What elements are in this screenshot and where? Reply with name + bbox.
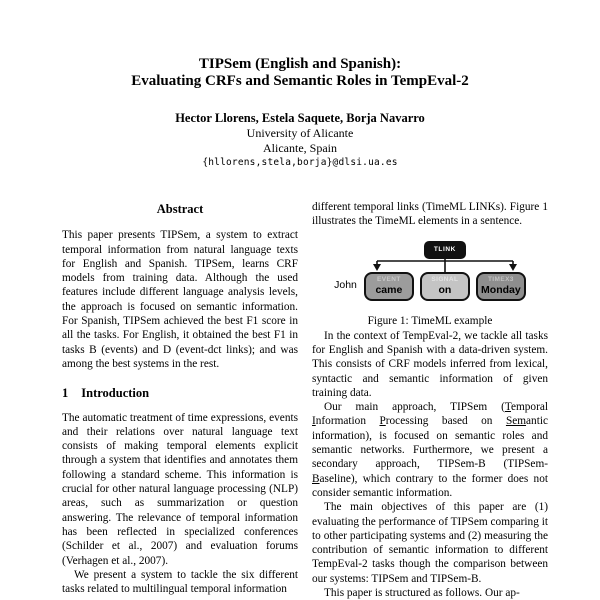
- diagram-node-row: [364, 272, 526, 301]
- timex3-node: [476, 272, 526, 301]
- diagram-nodes-block: [364, 241, 526, 302]
- figure-1-caption: Figure 1: TimeML example: [367, 315, 493, 328]
- page-title: [0, 56, 600, 90]
- diagram-word-john: John: [334, 279, 357, 292]
- email-address: {hllorens,stela,borja}@dlsi.ua.es: [202, 157, 398, 168]
- affiliation: University of Alicante: [246, 126, 354, 140]
- event-node: [364, 272, 414, 301]
- event-node-word: came: [375, 284, 403, 297]
- signal-node-word: on: [438, 284, 452, 297]
- right-column: [312, 200, 548, 600]
- intro-paragraph-2: We present a system to tackle the six different tasks related to multilingual temporal information: [62, 568, 298, 596]
- section-title: Introduction: [81, 386, 150, 401]
- left-column: [62, 200, 298, 600]
- intro-paragraph-1: The automatic treatment of time expressions, events and their relations over natural language text consists of making temporal elements explicit through a system that identifies and annotates them following a standard scheme. This information is crucial for other natural language processing (NLP) areas, such as summarization or question answering. The relevance of temporal information has been reflected in specialized conferences (Schilder et al., 2007) and evaluation forums (Verhagen et al., 2007).: [62, 411, 298, 567]
- context-paragraph: In the context of TempEval-2, we tackle all tasks for English and Spanish with a data-driven system. This consists of CRF models inferred from lexical, syntactic and semantic information of given training data.: [312, 329, 548, 399]
- signal-node: [420, 272, 470, 301]
- timex3-node-word: Monday: [481, 284, 521, 297]
- authors: Hector Llorens, Estela Saquete, Borja Navarro: [175, 111, 425, 125]
- section-number: 1: [62, 386, 69, 401]
- timex3-node-tag: TIMEX3: [487, 276, 514, 284]
- abstract-body: This paper presents TIPSem, a system to extract temporal information from natural language texts for English and Spanish. TIPSem, learns CRF models from training data. Although the used features include different language analysis levels, the approach is focused on semantic information. For Spanish, TIPSem achieved the best F1 score in all the tasks. For English, it obtained the best F1 in tasks B (events) and D (event-dct links); and was among the best systems in the rest.: [62, 229, 298, 370]
- location: Alicante, Spain: [263, 141, 337, 155]
- two-column-body: [62, 200, 548, 600]
- title-line-2: Evaluating CRFs and Semantic Roles in TempEval-2: [131, 73, 469, 89]
- author-block: [0, 111, 600, 170]
- tlink-connector-icon: [364, 259, 526, 272]
- abstract-heading: Abstract: [156, 202, 204, 216]
- structure-paragraph: This paper is structured as follows. Our ap-: [324, 587, 520, 600]
- objectives-paragraph: The main objectives of this paper are (1) evaluating the performance of TIPSem comparing it to other participating systems and (2) measuring the contribution of semantic information to different TempEval-2 tasks though the comparison between our systems: TIPSem and TIPSem-B.: [312, 501, 548, 585]
- title-line-1: TIPSem (English and Spanish):: [198, 56, 402, 72]
- figure-1: [312, 241, 548, 329]
- signal-node-tag: SIGNAL: [431, 276, 459, 284]
- section-heading-introduction: [62, 386, 298, 400]
- timeml-diagram: [312, 241, 548, 302]
- continued-paragraph: different temporal links (TimeML LINKs). Figure 1 illustrates the TimeML elements in a sentence.: [312, 201, 548, 228]
- approach-paragraph: Our main approach, TIPSem (Temporal Information Processing based on Semantic information), is focused on semantic roles and semantic networks. Furthermore, we present a secondary approach, TIPSem-B (TIPSem-Baseline), which contrary to the former does not consider semantic information.: [312, 401, 548, 499]
- event-node-tag: EVENT: [377, 276, 401, 284]
- tlink-node: TLINK: [424, 241, 466, 260]
